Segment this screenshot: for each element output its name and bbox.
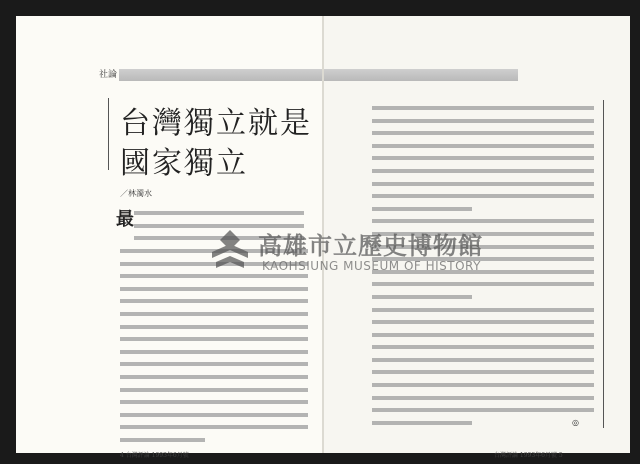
footer-left: 4 台灣評論 1993年6月號 xyxy=(120,452,189,459)
text-line xyxy=(120,434,310,447)
author-byline: ／林濁水 xyxy=(120,189,152,198)
text-line xyxy=(372,304,596,317)
title-line-1: 台灣獨立就是 xyxy=(120,106,312,141)
text-line xyxy=(134,220,310,233)
text-line xyxy=(372,329,596,342)
text-line xyxy=(372,115,596,128)
article-title xyxy=(120,104,312,184)
text-line xyxy=(372,278,596,291)
text-line xyxy=(120,321,310,334)
text-line xyxy=(120,333,310,346)
title-rule xyxy=(108,98,109,170)
text-line xyxy=(120,245,310,258)
body-column-left xyxy=(120,245,310,447)
text-line xyxy=(120,384,310,397)
text-line xyxy=(120,421,310,434)
text-line xyxy=(120,270,310,283)
text-line xyxy=(372,341,596,354)
text-line xyxy=(372,152,596,165)
watermark-chinese: 高雄市立歷史博物館 xyxy=(258,232,483,260)
text-line xyxy=(120,295,310,308)
text-line xyxy=(372,366,596,379)
right-column-rule xyxy=(603,100,604,428)
text-line xyxy=(372,291,596,304)
text-line xyxy=(372,228,596,241)
text-line xyxy=(372,392,596,405)
text-line xyxy=(372,102,596,115)
text-line xyxy=(120,258,310,271)
text-line xyxy=(372,178,596,191)
text-line xyxy=(372,203,596,216)
text-line xyxy=(372,165,596,178)
body-column-right xyxy=(372,102,596,429)
text-line xyxy=(120,358,310,371)
end-mark: ◎ xyxy=(572,418,579,427)
section-tag: 社論 xyxy=(99,70,118,80)
footer-right: 台灣評論 1993年6月號 5 xyxy=(494,452,563,459)
body-column-left-top xyxy=(134,207,310,245)
text-line xyxy=(372,379,596,392)
section-header-bar-right xyxy=(324,69,518,81)
text-line xyxy=(372,354,596,367)
watermark-english: KAOHSIUNG MUSEUM OF HISTORY xyxy=(262,259,481,273)
text-line xyxy=(134,232,310,245)
text-line xyxy=(372,417,596,430)
text-line xyxy=(120,283,310,296)
text-line xyxy=(134,207,310,220)
text-line xyxy=(120,371,310,384)
text-line xyxy=(372,266,596,279)
text-line xyxy=(120,409,310,422)
text-line xyxy=(372,253,596,266)
text-line xyxy=(372,404,596,417)
text-line xyxy=(372,215,596,228)
text-line xyxy=(120,308,310,321)
drop-cap: 最 xyxy=(116,209,134,230)
section-header-bar-left xyxy=(119,69,322,81)
text-line xyxy=(372,190,596,203)
text-line xyxy=(372,316,596,329)
text-line xyxy=(120,346,310,359)
text-line xyxy=(372,140,596,153)
text-line xyxy=(120,396,310,409)
magazine-spread xyxy=(16,16,630,459)
text-line xyxy=(372,127,596,140)
text-line xyxy=(372,241,596,254)
title-line-2: 國家獨立 xyxy=(120,146,248,181)
